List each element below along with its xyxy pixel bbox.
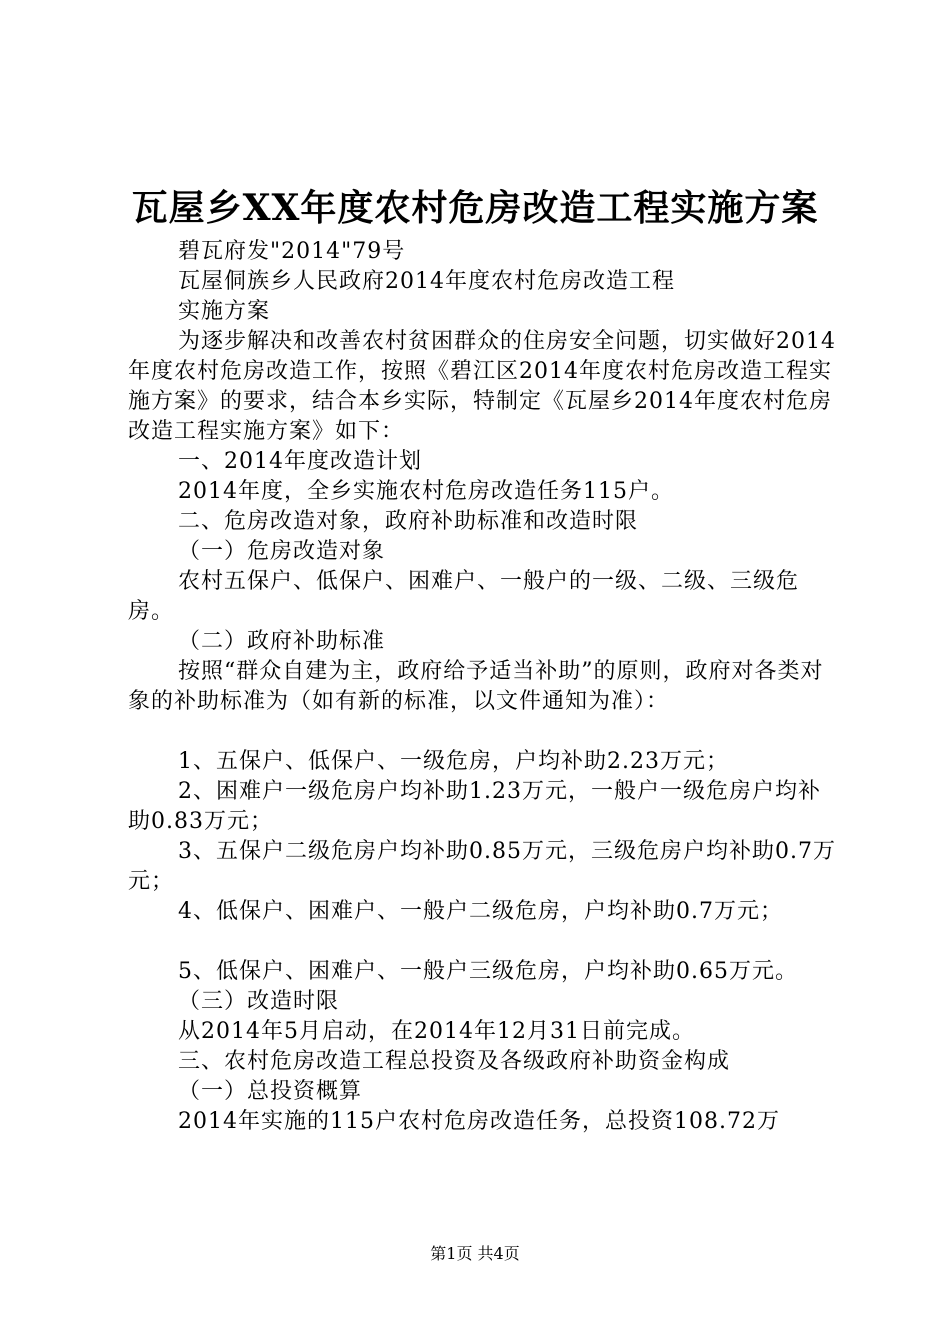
subheading-timeline: （三）改造时限 (178, 989, 340, 1014)
targets-paragraph: 农村五保户、低保户、困难户、一般户的一级、二级、三级危房。 (128, 569, 800, 624)
section-heading-3: 三、农村危房改造工程总投资及各级政府补助资金构成 (178, 1049, 731, 1074)
subheading-investment: （一）总投资概算 (178, 1079, 363, 1104)
page-footer: 第1页 共4页 (430, 1244, 520, 1263)
section-heading-2: 二、危房改造对象，政府补助标准和改造时限 (178, 509, 639, 534)
subsidy-item-1: 1、五保户、低保户、一级危房，户均补助2.23万元； (178, 749, 729, 774)
document-body (128, 237, 840, 1137)
subsidy-item-5: 5、低保户、困难户、一般户三级危房，户均补助0.65万元。 (178, 959, 798, 984)
subtitle-line: 实施方案 (178, 299, 271, 324)
issuer-line: 瓦屋侗族乡人民政府2014年度农村危房改造工程 (178, 269, 675, 294)
blank-line (128, 927, 840, 957)
subheading-subsidy: （二）政府补助标准 (178, 629, 386, 654)
plan-paragraph: 2014年度，全乡实施农村危房改造任务115户。 (178, 479, 674, 504)
subsidy-paragraph: 按照“群众自建为主，政府给予适当补助”的原则，政府对各类对象的补助标准为（如有新的标准，以文件通知为准）： (128, 659, 824, 714)
investment-paragraph: 2014年实施的115户农村危房改造任务，总投资108.72万 (178, 1109, 780, 1134)
subsidy-item-4: 4、低保户、困难户、一般户二级危房，户均补助0.7万元； (178, 899, 783, 924)
subheading-targets: （一）危房改造对象 (178, 539, 386, 564)
subsidy-item-2: 2、困难户一级危房户均补助1.23万元，一般户一级危房户均补助0.83万元； (128, 779, 821, 834)
subsidy-item-3: 3、五保户二级危房户均补助0.85万元，三级危房户均补助0.7万元； (128, 839, 836, 894)
blank-line (128, 717, 840, 747)
timeline-paragraph: 从2014年5月启动，在2014年12月31日前完成。 (178, 1019, 695, 1044)
section-heading-1: 一、2014年度改造计划 (178, 449, 422, 474)
document-title: 瓦屋乡XX年度农村危房改造工程实施方案 (131, 187, 819, 229)
doc-number: 碧瓦府发"2014"79号 (178, 239, 406, 264)
intro-paragraph: 为逐步解决和改善农村贫困群众的住房安全问题，切实做好2014年度农村危房改造工作，按照《碧江区2014年度农村危房改造工程实施方案》的要求，结合本乡实际，特制定《瓦屋乡2014年度农村危房改造工程实施方案》如下： (128, 329, 836, 444)
